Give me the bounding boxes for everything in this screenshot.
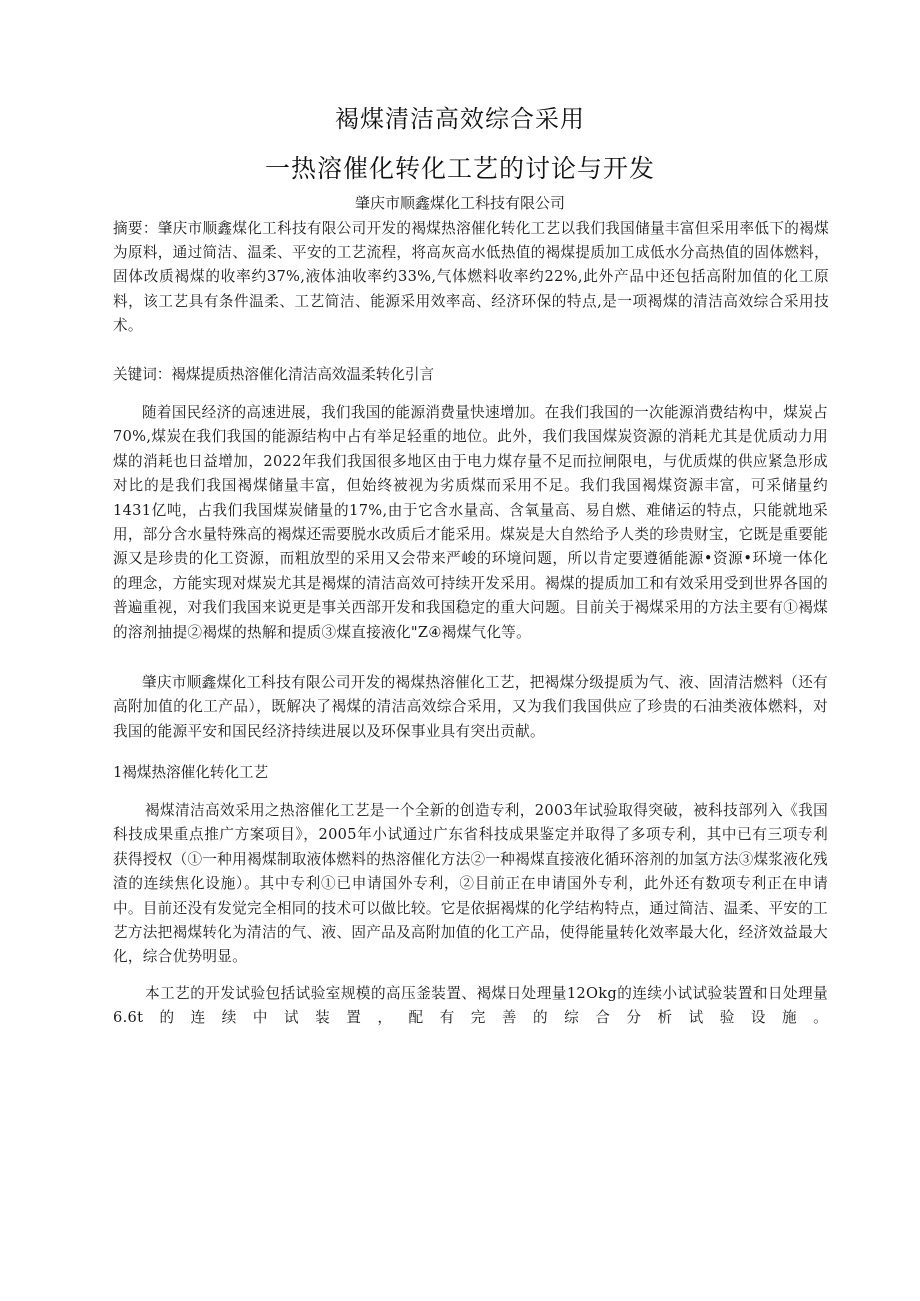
author-affiliation: 肇庆市顺鑫煤化工科技有限公司 xyxy=(354,194,565,212)
body-paragraph-3: 褐煤清洁高效采用之热溶催化工艺是一个全新的创造专利，2003年试验取得突破，被科技部列入《我国科技成果重点推广方案项目》，2005年小试通过广东省科技成果鉴定并取得了多项专利，其中已有三项专利获得授权（①一种用褐煤制取液体燃料的热溶催化方法②一种褐煤直接液化循环溶剂的加氢方法③煤浆液化残渣的连续焦化设施）。其中专利①已申请国外专利，②目前正在申请国外专利，此外还有数项专利正在申请中。目前还没有发觉完全相同的技术可以做比较。它是依据褐煤的化学结构特点，通过简洁、温柔、平安的工艺方法把褐煤转化为清洁的气、液、固产品及高附加值的化工产品，使得能量转化效率最大化，经济效益最大化，综合优势明显。 xyxy=(113,802,828,966)
keywords: 关键词：褐煤提质热溶催化清洁高效温柔转化引言 xyxy=(113,366,435,383)
document-title: 褐煤清洁高效综合采用 xyxy=(335,105,585,133)
body-paragraph-4: 本工艺的开发试验包括试验室规模的高压釜装置、褐煤日处理量12Okg的连续小试试验装置和日处理量6.6t的连续中试装置，配有完善的综合分析试验设施。 xyxy=(113,985,828,1027)
abstract: 摘要：肇庆市顺鑫煤化工科技有限公司开发的褐煤热溶催化转化工艺以我们我国储量丰富但采用率低下的褐煤为原料，通过简洁、温柔、平安的工艺流程，将高灰高水低热值的褐煤提质加工成低水分高热值的固体燃料，固体改质褐煤的收率约37%,液体油收率约33%,气体燃料收率约22%,此外产品中还包括高附加值的化工原料，该工艺具有条件温柔、工艺简洁、能源采用效率高、经济环保的特点,是一项褐煤的清洁高效综合采用技术。 xyxy=(113,220,829,334)
body-paragraph-2: 肇庆市顺鑫煤化工科技有限公司开发的褐煤热溶催化工艺，把褐煤分级提质为气、液、固清洁燃料（还有高附加值的化工产品），既解决了褐煤的清洁高效综合采用，又为我们我国供应了珍贵的石油类液体燃料，对我国的能源平安和国民经济持续进展以及环保事业具有突出贡献。 xyxy=(113,674,828,740)
document-subtitle: 一热溶催化转化工艺的讨论与开发 xyxy=(264,154,655,183)
section-heading-1: 1褐煤热溶催化转化工艺 xyxy=(113,764,269,781)
body-paragraph-1: 随着国民经济的高速进展，我们我国的能源消费量快速增加。在我们我国的一次能源消费结构中，煤炭占70%,煤炭在我们我国的能源结构中占有举足轻重的地位。此外，我们我国煤炭资源的消耗尤其是优质动力用煤的消耗也日益增加，2022年我们我国很多地区由于电力煤存量不足而拉闸限电，与优质煤的供应紧急形成对比的是我们我国褐煤储量丰富，但始终被视为劣质煤而采用不足。我们我国褐煤资源丰富，可采储量约1431亿吨，占我们我国煤炭储量的17%,由于它含水量高、含氧量高、易自燃、难储运的特点，只能就地采用，部分含水量特殊高的褐煤还需要脱水改质后才能采用。煤炭是大自然给予人类的珍贵财宝，它既是重要能源又是珍贵的化工资源，而粗放型的采用又会带来严峻的环境问题，所以肯定要遵循能源•资源•环境一体化的理念，方能实现对煤炭尤其是褐煤的清洁高效可持续开发采用。褐煤的提质加工和有效采用受到世界各国的普遍重视，对我们我国来说更是事关西部开发和我国稳定的重大问题。目前关于褐煤采用的方法主要有①褐煤的溶剂抽提②褐煤的热解和提质③煤直接液化"Z④褐煤气化等。 xyxy=(113,404,828,641)
